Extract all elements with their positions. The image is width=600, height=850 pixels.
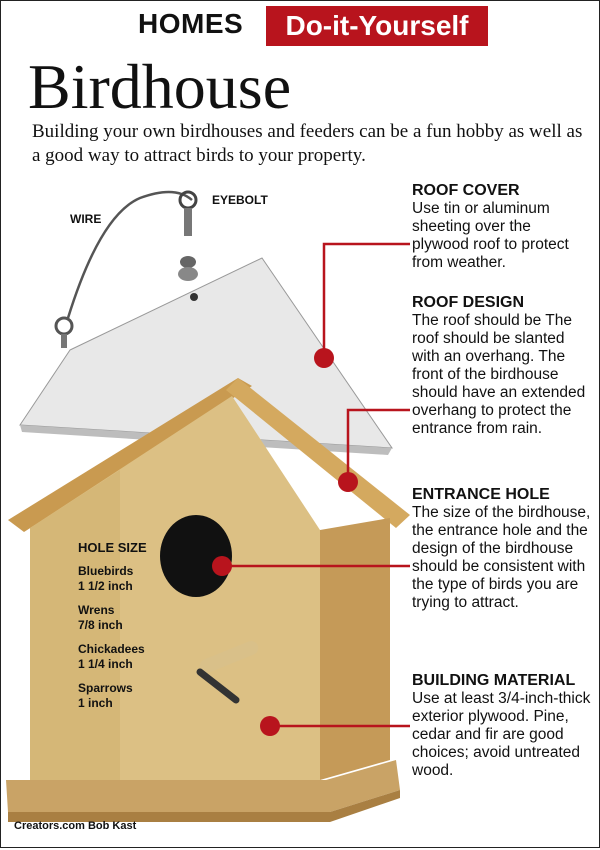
eyebolt-icon xyxy=(178,192,198,281)
credit-line: Creators.com Bob Kast xyxy=(14,820,137,832)
section-tag: Do-it-Yourself xyxy=(266,6,488,46)
note-roof-cover xyxy=(412,182,592,272)
callout-dot-roof-cover xyxy=(314,348,334,368)
callout-roof-cover xyxy=(324,244,410,358)
hole-size-item xyxy=(78,564,218,594)
note-title: ROOF COVER xyxy=(412,182,520,199)
hole-size-item xyxy=(78,603,218,633)
note-entrance-hole xyxy=(412,486,592,612)
bird-name: Bluebirds xyxy=(78,564,134,578)
bird-hole-size: 7/8 inch xyxy=(78,618,123,632)
bird-name: Wrens xyxy=(78,603,115,617)
hole-size-item xyxy=(78,681,218,711)
hole-size-legend xyxy=(78,540,218,711)
note-title: BUILDING MATERIAL xyxy=(412,672,576,689)
callout-dot-building-material xyxy=(260,716,280,736)
note-title: ENTRANCE HOLE xyxy=(412,486,550,503)
note-text: Use tin or aluminum sheeting over the plywood roof to protect from weather. xyxy=(412,200,569,271)
wire-label: WIRE xyxy=(70,212,102,226)
eyebolt-label: EYEBOLT xyxy=(212,193,268,207)
note-building-material xyxy=(412,672,592,780)
note-title: ROOF DESIGN xyxy=(412,294,525,311)
callout-dot-roof-design xyxy=(338,472,358,492)
wire-loop-icon xyxy=(56,318,72,348)
house-side xyxy=(320,518,390,780)
bird-hole-size: 1 1/4 inch xyxy=(78,657,133,671)
hole-size-heading: HOLE SIZE xyxy=(78,540,147,555)
hole-size-item xyxy=(78,642,218,672)
note-roof-design xyxy=(412,294,592,438)
intro-text: Building your own birdhouses and feeders can be a fun hobby as well as a good way to attract birds to your property. xyxy=(32,121,583,166)
header xyxy=(0,6,600,46)
section-label: HOMES xyxy=(138,8,244,39)
bird-name: Chickadees xyxy=(78,642,145,656)
note-text: Use at least 3/4-inch-thick exterior plywood. Pine, cedar and fir are good choices; avoid untreated wood. xyxy=(412,690,591,779)
bird-hole-size: 1 1/2 inch xyxy=(78,579,133,593)
note-text: The size of the birdhouse, the entrance hole and the design of the birdhouse should be consistent with the type of birds you are trying to attract. xyxy=(412,504,591,611)
roof-bolt-hole xyxy=(190,293,198,301)
bird-hole-size: 1 inch xyxy=(78,696,113,710)
note-text: The roof should be The roof should be slanted with an overhang. The front of the birdhouse should have an extended overhang to protect the entrance from rain. xyxy=(412,312,586,437)
page-title: Birdhouse xyxy=(28,51,292,122)
hanging-wire xyxy=(68,192,192,318)
bird-name: Sparrows xyxy=(78,681,133,695)
